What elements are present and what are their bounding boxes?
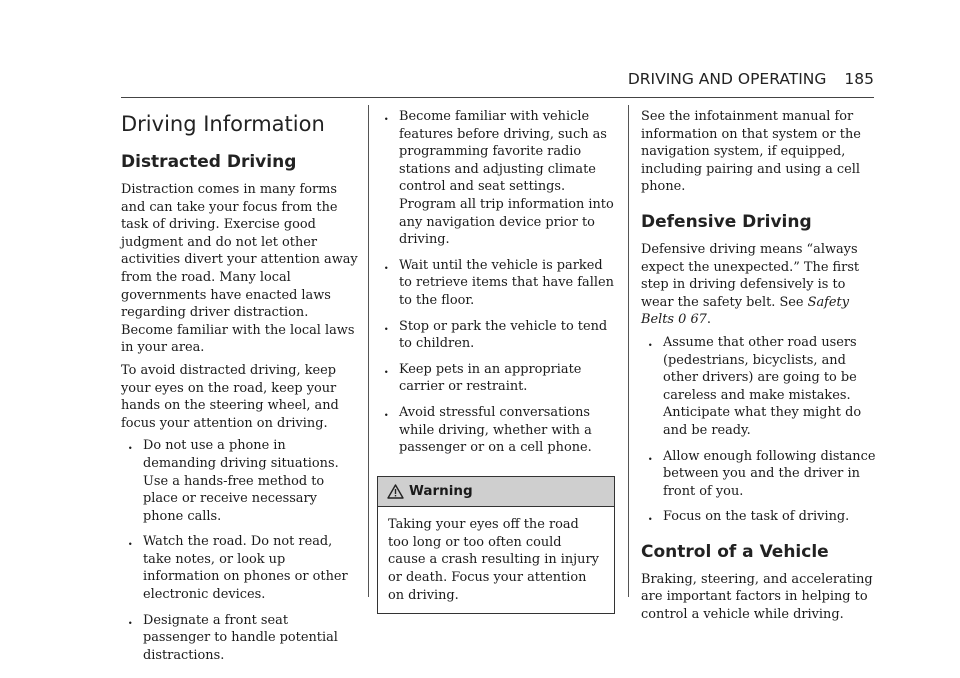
- bullet-mark: .: [648, 448, 653, 464]
- list-item-text: Wait until the vehicle is parked to retrieve items that have fallen to the floor.: [399, 257, 614, 308]
- paragraph: Braking, steering, and accelerating are important factors in helping to control a vehicle while driving.: [641, 571, 873, 623]
- page-number: 185: [844, 70, 874, 88]
- reference-arrow: 0: [678, 312, 687, 328]
- subsection-heading-defensive: Defensive Driving: [641, 211, 812, 232]
- column-1: [121, 108, 359, 672]
- list-item: [641, 448, 879, 501]
- paragraph: [641, 241, 879, 329]
- section-heading: Driving Information: [121, 112, 325, 136]
- reference-title: Safety Belts: [641, 294, 850, 328]
- list-item-text: Designate a front seat passenger to handle potential distractions.: [143, 612, 338, 663]
- warning-triangle-icon: [387, 484, 404, 499]
- page-header: [628, 70, 874, 88]
- list-item: [377, 257, 615, 310]
- list-item-text: Allow enough following distance between you and the driver in front of you.: [663, 448, 876, 499]
- column-3: [641, 108, 879, 629]
- list-item-text: Assume that other road users (pedestrians, bicyclists, and other drivers) are going to be careless and make mistakes. Anticipate what they might do and be ready.: [663, 334, 862, 438]
- list-item: [121, 533, 359, 603]
- list-item-text: Watch the road. Do not read, take notes, or look up information on phones or other electronic devices.: [143, 534, 348, 603]
- list-item-text: Stop or park the vehicle to tend to children.: [399, 318, 608, 352]
- column-divider-1: [368, 105, 369, 597]
- list-item-text: Do not use a phone in demanding driving situations. Use a hands-free method to place or receive necessary phone calls.: [143, 438, 339, 524]
- section-title: DRIVING AND OPERATING: [627, 70, 827, 88]
- paragraph: To avoid distracted driving, keep your eyes on the road, keep your hands on the steering wheel, and focus your attention on driving.: [121, 362, 339, 431]
- list-item: [641, 334, 879, 440]
- bullet-mark: .: [384, 109, 389, 124]
- list-item: [377, 404, 615, 457]
- list-item-text: Keep pets in an appropriate carrier or restraint.: [399, 361, 582, 395]
- bullet-mark: .: [648, 509, 653, 525]
- paragraph: Distraction comes in many forms and can take your focus from the task of driving. Exercise good judgment and do not let other activities divert your attention away from the road. Many local governments have enacted laws regarding driver distraction. Become familiar with the local laws in your area.: [121, 182, 358, 356]
- warning-text: Taking your eyes off the road too long or too often could cause a crash resulting in injury or death. Focus your attention on driving.: [388, 517, 599, 603]
- list-item: [121, 612, 359, 665]
- list-item-text: Focus on the task of driving.: [663, 509, 850, 525]
- subsection-heading-control: Control of a Vehicle: [641, 541, 829, 562]
- bullet-mark: .: [648, 334, 653, 350]
- list-item: [377, 318, 615, 353]
- bullet-mark: .: [384, 404, 389, 420]
- list-item: [121, 437, 359, 525]
- paragraph-text: Defensive driving means “always expect the unexpected.” The first step in driving defensively is to wear the safety belt. See: [641, 241, 860, 310]
- header-rule: [121, 97, 874, 98]
- warning-header: [378, 477, 614, 508]
- bullet-mark: .: [384, 318, 389, 334]
- bullet-mark: .: [384, 257, 389, 273]
- paragraph-end: .: [706, 312, 711, 328]
- column-2: [377, 108, 615, 614]
- bullet-mark: .: [384, 361, 389, 377]
- list-item-text: Become familiar with vehicle features before driving, such as programming favorite radio stations and adjusting climate control and seat settings. Program all trip information into any navigation device prior to driving.: [399, 109, 614, 248]
- reference-page: 67: [690, 312, 707, 328]
- warning-box: [377, 476, 615, 615]
- warning-title: Warning: [409, 482, 473, 499]
- bullet-mark: .: [128, 534, 133, 550]
- list-item-text: Avoid stressful conversations while driving, whether with a passenger or on a cell phone.: [399, 404, 592, 456]
- list-item: [377, 361, 615, 396]
- bullet-mark: .: [128, 612, 133, 628]
- subsection-heading-distracted: Distracted Driving: [121, 152, 297, 172]
- list-item: [641, 508, 879, 526]
- list-item: [377, 108, 615, 249]
- paragraph: See the infotainment manual for information on that system or the navigation system, if equipped, including pairing and using a cell phone.: [641, 109, 861, 195]
- bullet-mark: .: [128, 438, 133, 454]
- column-divider-2: [628, 105, 629, 597]
